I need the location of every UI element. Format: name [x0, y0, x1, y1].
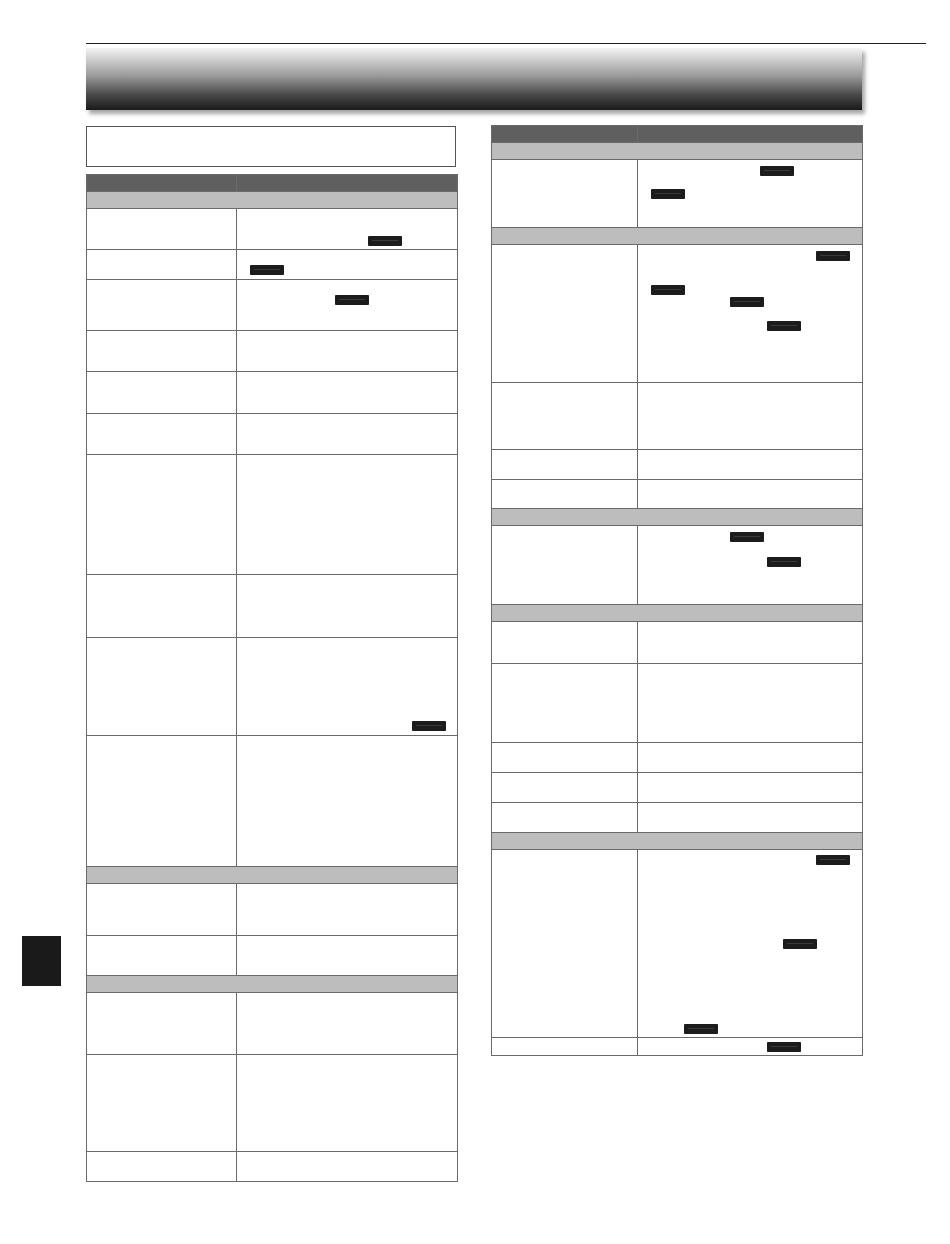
description-cell — [638, 383, 863, 450]
right-col-header-item — [492, 126, 638, 143]
button-label-badge — [250, 265, 284, 275]
table-row — [492, 480, 863, 509]
table-row — [492, 850, 863, 1038]
right-table-header-row — [492, 126, 863, 143]
description-cell — [237, 1055, 458, 1152]
description-cell — [237, 455, 458, 575]
chapter-banner — [86, 48, 862, 110]
description-cell — [638, 850, 863, 1038]
description-cell — [237, 884, 458, 936]
left-section-label — [87, 192, 458, 209]
description-cell — [638, 622, 863, 664]
left-section-row — [87, 192, 458, 209]
left-col-header-description — [237, 175, 458, 192]
table-row — [492, 450, 863, 480]
description-cell — [638, 160, 863, 228]
item-cell — [492, 664, 638, 743]
right-section-row — [492, 509, 863, 526]
right-section-label — [492, 228, 863, 245]
button-label-badge — [760, 166, 794, 176]
description-cell — [237, 993, 458, 1055]
item-cell — [87, 414, 237, 455]
right-col-header-description — [638, 126, 863, 143]
table-row — [492, 1038, 863, 1056]
button-label-badge — [767, 557, 801, 567]
button-label-badge — [684, 1024, 718, 1034]
table-row — [492, 803, 863, 833]
description-cell — [638, 803, 863, 833]
item-cell — [87, 638, 237, 736]
left-col-header-item — [87, 175, 237, 192]
description-cell — [237, 372, 458, 414]
table-row — [492, 383, 863, 450]
item-cell — [87, 331, 237, 372]
item-cell — [492, 773, 638, 803]
note-box — [86, 126, 456, 167]
description-cell — [237, 575, 458, 638]
item-cell — [492, 383, 638, 450]
right-section-row — [492, 143, 863, 160]
button-label-badge — [783, 939, 817, 949]
table-row — [87, 638, 458, 736]
item-cell — [87, 736, 237, 867]
description-cell — [638, 1038, 863, 1056]
item-cell — [87, 372, 237, 414]
table-row — [87, 1152, 458, 1182]
item-cell — [492, 622, 638, 664]
table-row — [87, 736, 458, 867]
table-row — [87, 209, 458, 250]
description-cell — [638, 480, 863, 509]
button-label-badge — [730, 297, 764, 307]
table-row — [87, 993, 458, 1055]
item-cell — [492, 1038, 638, 1056]
description-cell — [237, 280, 458, 331]
right-section-row — [492, 833, 863, 850]
table-row — [87, 414, 458, 455]
button-label-badge — [730, 532, 764, 542]
table-row — [87, 280, 458, 331]
item-cell — [492, 480, 638, 509]
description-cell — [237, 209, 458, 250]
item-cell — [492, 526, 638, 605]
table-row — [492, 160, 863, 228]
item-cell — [87, 884, 237, 936]
right-section-label — [492, 509, 863, 526]
item-cell — [492, 850, 638, 1038]
left-table-header-row — [87, 175, 458, 192]
button-label-badge — [651, 285, 685, 295]
item-cell — [87, 936, 237, 976]
description-cell — [237, 936, 458, 976]
table-row — [492, 245, 863, 383]
item-cell — [87, 1152, 237, 1182]
table-row — [87, 936, 458, 976]
right-section-label — [492, 605, 863, 622]
description-cell — [237, 638, 458, 736]
button-label-badge — [651, 189, 685, 199]
table-row — [87, 331, 458, 372]
description-cell — [237, 1152, 458, 1182]
right-section-row — [492, 605, 863, 622]
description-cell — [237, 331, 458, 372]
table-row — [87, 455, 458, 575]
item-cell — [87, 455, 237, 575]
description-cell — [638, 450, 863, 480]
item-cell — [87, 209, 237, 250]
description-cell — [638, 526, 863, 605]
table-row — [492, 773, 863, 803]
button-label-badge — [368, 236, 402, 246]
item-cell — [492, 803, 638, 833]
description-cell — [237, 736, 458, 867]
item-cell — [87, 993, 237, 1055]
left-section-row — [87, 867, 458, 884]
item-cell — [87, 1055, 237, 1152]
button-label-badge — [335, 295, 369, 305]
left-settings-table — [86, 174, 458, 1182]
top-rule — [86, 43, 926, 44]
table-row — [492, 526, 863, 605]
item-cell — [87, 280, 237, 331]
chapter-side-tab — [22, 936, 61, 986]
table-row — [87, 372, 458, 414]
button-label-badge — [767, 1042, 801, 1052]
description-cell — [638, 245, 863, 383]
item-cell — [492, 450, 638, 480]
table-row — [87, 884, 458, 936]
description-cell — [638, 743, 863, 773]
button-label-badge — [816, 251, 850, 261]
description-cell — [237, 250, 458, 280]
left-section-row — [87, 976, 458, 993]
table-row — [87, 575, 458, 638]
left-section-label — [87, 976, 458, 993]
table-row — [87, 1055, 458, 1152]
item-cell — [87, 575, 237, 638]
item-cell — [492, 743, 638, 773]
item-cell — [87, 250, 237, 280]
button-label-badge — [816, 855, 850, 865]
right-settings-table — [491, 125, 863, 1056]
table-row — [492, 743, 863, 773]
item-cell — [492, 160, 638, 228]
table-row — [492, 664, 863, 743]
right-section-row — [492, 228, 863, 245]
item-cell — [492, 245, 638, 383]
description-cell — [638, 664, 863, 743]
button-label-badge — [767, 321, 801, 331]
right-section-label — [492, 143, 863, 160]
button-label-badge — [412, 721, 446, 731]
left-section-label — [87, 867, 458, 884]
table-row — [492, 622, 863, 664]
table-row — [87, 250, 458, 280]
description-cell — [237, 414, 458, 455]
right-section-label — [492, 833, 863, 850]
description-cell — [638, 773, 863, 803]
